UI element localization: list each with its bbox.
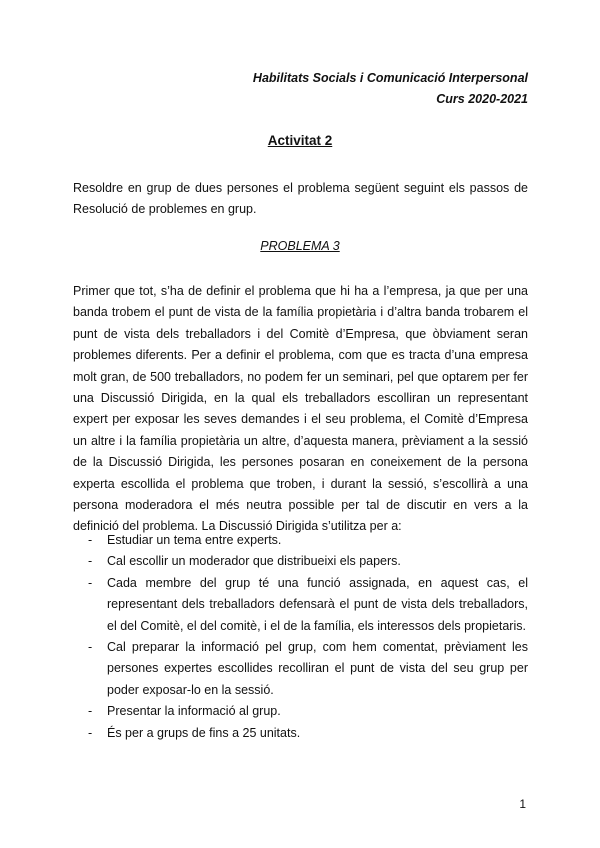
bullet-dash: - bbox=[88, 704, 93, 719]
bullet-dash: - bbox=[88, 725, 93, 740]
bullet-text: Estudiar un tema entre experts. bbox=[107, 533, 282, 547]
bullet-item bbox=[73, 573, 528, 637]
bullet-item bbox=[73, 723, 528, 744]
bullet-text: És per a grups de fins a 25 unitats. bbox=[107, 725, 301, 740]
course-year: Curs 2020-2021 bbox=[436, 92, 528, 106]
bullet-text: Cal preparar la informació pel grup, com hem comentat, prèviament les persones expertes escollides recolliran el punt de vista del seu grup per poder exposar-lo en la sessió. bbox=[107, 640, 528, 697]
bullet-text: Cal escollir un moderador que distribueixi els papers. bbox=[107, 554, 401, 569]
page-number: 1 bbox=[519, 797, 526, 811]
bullet-dash: - bbox=[88, 575, 93, 590]
body-paragraph: Primer que tot, s’ha de definir el problema que hi ha a l’empresa, ja que per una banda trobem el punt de vista de la família propietària i d’altra banda trobarem el punt de vista dels treballadors i del Comitè d’Empresa, que òbviament seran problemes diferents. Per a definir el problema, com que es tracta d’una empresa molt gran, de 500 treballadors, no podem fer un seminari, pel que optarem per fer una Discussió Dirigida, en la qual els treballadors escolliran un representant expert per exposar les seves demandes i el seu problema, el Comitè d’Empresa un altre i la família propietària un altre, d’aquesta manera, prèviament a la sessió de la Discussió Dirigida, les persones posaran en coneixement de la persona experta escollida el problema que troben, i durant la sessió, s’escollirà a una persona moderadora el més neutra possible per tal de discutir en vers a la definició del problema. La Discussió Dirigida s’utilitza per a: bbox=[73, 284, 528, 534]
bullet-item bbox=[73, 551, 528, 572]
bullet-text: Presentar la informació al grup. bbox=[107, 704, 281, 719]
bullet-dash: - bbox=[88, 554, 93, 569]
document-header bbox=[253, 68, 528, 110]
activity-title: Activitat 2 bbox=[267, 133, 333, 148]
bullet-list bbox=[73, 530, 528, 744]
bullet-item bbox=[73, 530, 528, 551]
bullet-item bbox=[73, 701, 528, 722]
bullet-text: Cada membre del grup té una funció assignada, en aquest cas, el representant dels treballadors defensarà el punt de vista dels treballadors, el del Comitè, el del comitè, i el de la família, els interessos dels propietaris. bbox=[107, 575, 528, 633]
bullet-item bbox=[73, 637, 528, 701]
problem-title: PROBLEMA 3 bbox=[260, 239, 340, 253]
intro-paragraph: Resoldre en grup de dues persones el problema següent seguint els passos de Resolució de problemes en grup. bbox=[73, 181, 528, 216]
bullet-dash: - bbox=[88, 533, 93, 547]
bullet-dash: - bbox=[88, 640, 93, 655]
course-name: Habilitats Socials i Comunicació Interpersonal bbox=[252, 71, 528, 85]
